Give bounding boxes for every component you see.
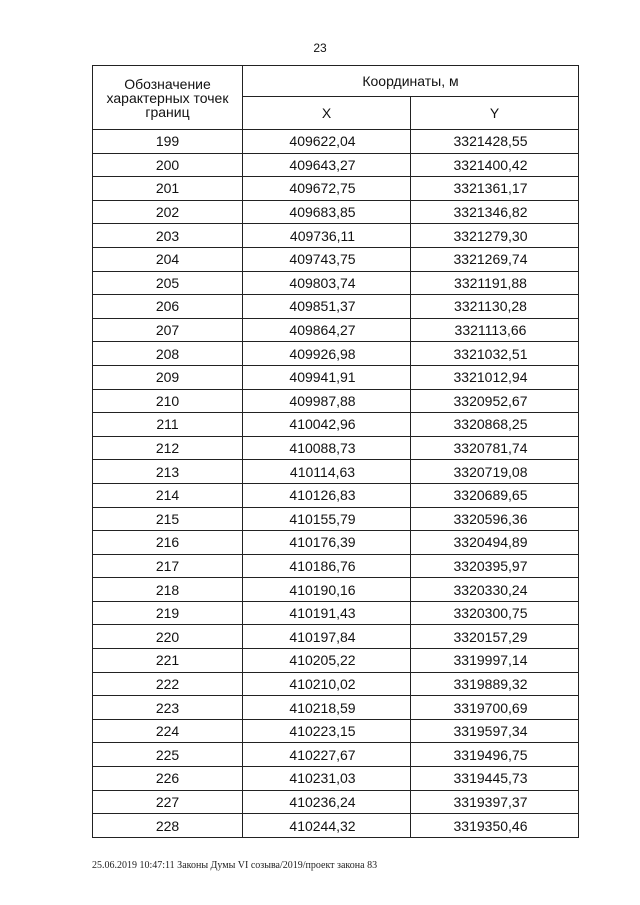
x-cell: 410176,39 bbox=[243, 531, 411, 555]
x-cell: 409622,04 bbox=[243, 130, 411, 154]
point-cell: 200 bbox=[93, 153, 243, 177]
point-cell: 209 bbox=[93, 365, 243, 389]
point-cell: 221 bbox=[93, 649, 243, 673]
y-cell: 3320494,89 bbox=[411, 531, 579, 555]
x-cell: 410205,22 bbox=[243, 649, 411, 673]
point-cell: 202 bbox=[93, 200, 243, 224]
x-cell: 410155,79 bbox=[243, 507, 411, 531]
document-footer: 25.06.2019 10:47:11 Законы Думы VI созыва/2019/проект закона 83 bbox=[92, 860, 378, 871]
x-cell: 410191,43 bbox=[243, 601, 411, 625]
y-cell: 3320689,65 bbox=[411, 483, 579, 507]
y-cell: 3320395,97 bbox=[411, 554, 579, 578]
y-cell: 3320157,29 bbox=[411, 625, 579, 649]
y-cell: 3319496,75 bbox=[411, 743, 579, 767]
y-cell: 3320330,24 bbox=[411, 578, 579, 602]
y-cell: 3319445,73 bbox=[411, 767, 579, 791]
x-cell: 410190,16 bbox=[243, 578, 411, 602]
point-cell: 204 bbox=[93, 247, 243, 271]
y-cell: 3321032,51 bbox=[411, 342, 579, 366]
table-row bbox=[93, 531, 579, 555]
x-cell: 410126,83 bbox=[243, 483, 411, 507]
y-cell: 3321191,88 bbox=[411, 271, 579, 295]
x-cell: 410114,63 bbox=[243, 460, 411, 484]
table-row bbox=[93, 814, 579, 838]
table-row bbox=[93, 743, 579, 767]
x-column-header: X bbox=[243, 97, 411, 130]
x-cell: 410210,02 bbox=[243, 672, 411, 696]
point-cell: 207 bbox=[93, 318, 243, 342]
point-cell: 215 bbox=[93, 507, 243, 531]
x-cell: 410231,03 bbox=[243, 767, 411, 791]
x-cell: 410227,67 bbox=[243, 743, 411, 767]
table-row bbox=[93, 790, 579, 814]
coordinates-header: Координаты, м bbox=[243, 66, 579, 97]
x-cell: 410088,73 bbox=[243, 436, 411, 460]
point-cell: 216 bbox=[93, 531, 243, 555]
table-row bbox=[93, 554, 579, 578]
table-row bbox=[93, 365, 579, 389]
y-cell: 3321130,28 bbox=[411, 295, 579, 319]
y-cell: 3320781,74 bbox=[411, 436, 579, 460]
table-row bbox=[93, 767, 579, 791]
y-cell: 3321113,66 bbox=[411, 318, 579, 342]
point-cell: 217 bbox=[93, 554, 243, 578]
table-row bbox=[93, 177, 579, 201]
table-row bbox=[93, 696, 579, 720]
table-row bbox=[93, 672, 579, 696]
y-cell: 3321346,82 bbox=[411, 200, 579, 224]
y-cell: 3319700,69 bbox=[411, 696, 579, 720]
y-cell: 3321012,94 bbox=[411, 365, 579, 389]
point-cell: 206 bbox=[93, 295, 243, 319]
y-cell: 3320596,36 bbox=[411, 507, 579, 531]
point-cell: 213 bbox=[93, 460, 243, 484]
table-row bbox=[93, 507, 579, 531]
y-cell: 3321428,55 bbox=[411, 130, 579, 154]
x-cell: 410236,24 bbox=[243, 790, 411, 814]
x-cell: 409643,27 bbox=[243, 153, 411, 177]
table-row bbox=[93, 200, 579, 224]
x-cell: 410186,76 bbox=[243, 554, 411, 578]
x-cell: 409672,75 bbox=[243, 177, 411, 201]
y-cell: 3320300,75 bbox=[411, 601, 579, 625]
y-cell: 3321279,30 bbox=[411, 224, 579, 248]
table-row bbox=[93, 649, 579, 673]
point-cell: 214 bbox=[93, 483, 243, 507]
y-column-header: Y bbox=[411, 97, 579, 130]
table-row bbox=[93, 295, 579, 319]
table-row bbox=[93, 247, 579, 271]
point-cell: 228 bbox=[93, 814, 243, 838]
x-cell: 409736,11 bbox=[243, 224, 411, 248]
x-cell: 410218,59 bbox=[243, 696, 411, 720]
point-cell: 205 bbox=[93, 271, 243, 295]
x-cell: 409851,37 bbox=[243, 295, 411, 319]
y-cell: 3321269,74 bbox=[411, 247, 579, 271]
table-row bbox=[93, 436, 579, 460]
x-cell: 409683,85 bbox=[243, 200, 411, 224]
table-row bbox=[93, 271, 579, 295]
point-cell: 208 bbox=[93, 342, 243, 366]
point-cell: 211 bbox=[93, 413, 243, 437]
x-cell: 409803,74 bbox=[243, 271, 411, 295]
coordinates-table bbox=[92, 65, 579, 838]
page-number: 23 bbox=[313, 41, 327, 55]
point-cell: 224 bbox=[93, 719, 243, 743]
x-cell: 410042,96 bbox=[243, 413, 411, 437]
point-cell: 201 bbox=[93, 177, 243, 201]
x-cell: 410223,15 bbox=[243, 719, 411, 743]
point-cell: 227 bbox=[93, 790, 243, 814]
point-cell: 223 bbox=[93, 696, 243, 720]
table-row bbox=[93, 130, 579, 154]
table-row bbox=[93, 578, 579, 602]
table-row bbox=[93, 342, 579, 366]
table-row bbox=[93, 625, 579, 649]
point-label-header: Обозначение характерных точек границ bbox=[93, 66, 243, 130]
y-cell: 3319597,34 bbox=[411, 719, 579, 743]
x-cell: 409864,27 bbox=[243, 318, 411, 342]
point-cell: 199 bbox=[93, 130, 243, 154]
y-cell: 3321361,17 bbox=[411, 177, 579, 201]
x-cell: 410244,32 bbox=[243, 814, 411, 838]
table-row bbox=[93, 719, 579, 743]
x-cell: 409987,88 bbox=[243, 389, 411, 413]
y-cell: 3321400,42 bbox=[411, 153, 579, 177]
table-row bbox=[93, 318, 579, 342]
table-row bbox=[93, 153, 579, 177]
y-cell: 3320952,67 bbox=[411, 389, 579, 413]
table-row bbox=[93, 413, 579, 437]
y-cell: 3319997,14 bbox=[411, 649, 579, 673]
y-cell: 3320719,08 bbox=[411, 460, 579, 484]
point-cell: 225 bbox=[93, 743, 243, 767]
table-row bbox=[93, 389, 579, 413]
point-cell: 226 bbox=[93, 767, 243, 791]
point-cell: 210 bbox=[93, 389, 243, 413]
point-cell: 219 bbox=[93, 601, 243, 625]
x-cell: 409743,75 bbox=[243, 247, 411, 271]
table-body bbox=[93, 130, 579, 838]
y-cell: 3319889,32 bbox=[411, 672, 579, 696]
y-cell: 3319350,46 bbox=[411, 814, 579, 838]
x-cell: 409941,91 bbox=[243, 365, 411, 389]
point-cell: 218 bbox=[93, 578, 243, 602]
y-cell: 3320868,25 bbox=[411, 413, 579, 437]
point-cell: 220 bbox=[93, 625, 243, 649]
point-cell: 203 bbox=[93, 224, 243, 248]
table-row bbox=[93, 483, 579, 507]
table-row bbox=[93, 601, 579, 625]
point-cell: 212 bbox=[93, 436, 243, 460]
table-row bbox=[93, 460, 579, 484]
x-cell: 409926,98 bbox=[243, 342, 411, 366]
point-cell: 222 bbox=[93, 672, 243, 696]
y-cell: 3319397,37 bbox=[411, 790, 579, 814]
table-row bbox=[93, 224, 579, 248]
x-cell: 410197,84 bbox=[243, 625, 411, 649]
